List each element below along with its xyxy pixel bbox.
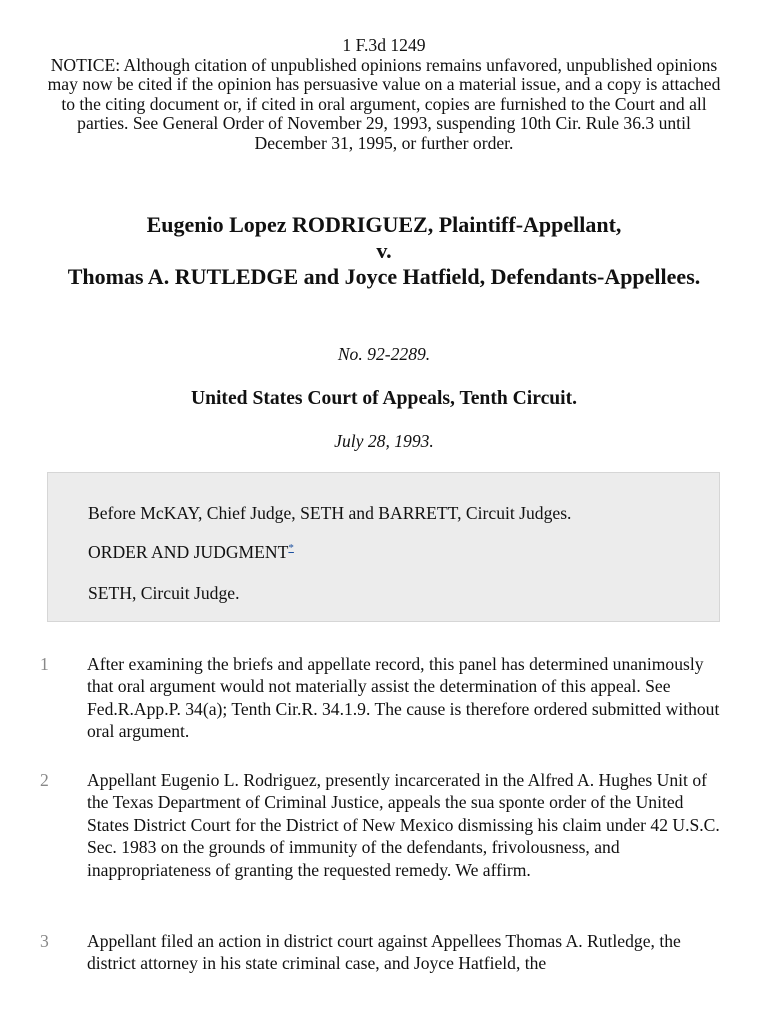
court-name: United States Court of Appeals, Tenth Circuit. [190,388,578,409]
paragraph-text: Appellant filed an action in district court against Appellees Thomas A. Rutledge, the district attorney in his state criminal case, and Joyce Hatfield, the [87,931,681,974]
paragraph-text: After examining the briefs and appellate record, this panel has determined unanimously that oral argument would not materially assist the determination of this appeal. See Fed.R.App.P. 34(a); Tenth Cir.R. 34.1.9. The cause is therefore ordered submitted without oral argument. [87,654,720,742]
footnote-link[interactable]: * [288,542,294,555]
plaintiff-line: Eugenio Lopez RODRIGUEZ, Plaintiff-Appellant, [146,212,622,237]
reporter-citation: 1 F.3d 1249 [342,35,426,55]
case-caption [40,212,728,290]
panel-judges-line: Before McKAY, Chief Judge, SETH and BARRETT, Circuit Judges. [88,503,572,523]
unpublished-notice: NOTICE: Although citation of unpublished opinions remains unfavored, unpublished opinions may now be cited if the opinion has persuasive value on a material issue, and a copy is attached to the citing document or, if cited in oral argument, copies are furnished to the Court and all parties. See General Order of November 29, 1993, suspending 10th Cir. Rule 36.3 until December 31, 1995, or further order. [47,54,721,153]
judges-panel-box [47,472,720,622]
decision-date: July 28, 1993. [334,431,434,451]
paragraph-number: 3 [40,931,49,951]
paragraph-text: Appellant Eugenio L. Rodriguez, presently incarcerated in the Alfred A. Hughes Unit of the Texas Department of Criminal Justice, appeals the sua sponte order of the United States District Court for the District of New Mexico dismissing his claim under 42 U.S.C. Sec. 1983 on the grounds of immunity of the defendants, frivolousness, and inappropriateness of granting the requested remedy. We affirm. [87,770,720,880]
paragraph-number: 1 [40,654,49,674]
opinion-header [40,36,728,153]
defendants-line: Thomas A. RUTLEDGE and Joyce Hatfield, Defendants-Appellees. [67,264,701,289]
authoring-judge: SETH, Circuit Judge. [88,583,240,603]
order-title: ORDER AND JUDGMENT [88,542,289,562]
paragraph-number: 2 [40,770,49,790]
order-title-line [88,542,294,562]
docket-number: No. 92-2289. [337,344,431,364]
versus-line: v. [376,238,392,263]
